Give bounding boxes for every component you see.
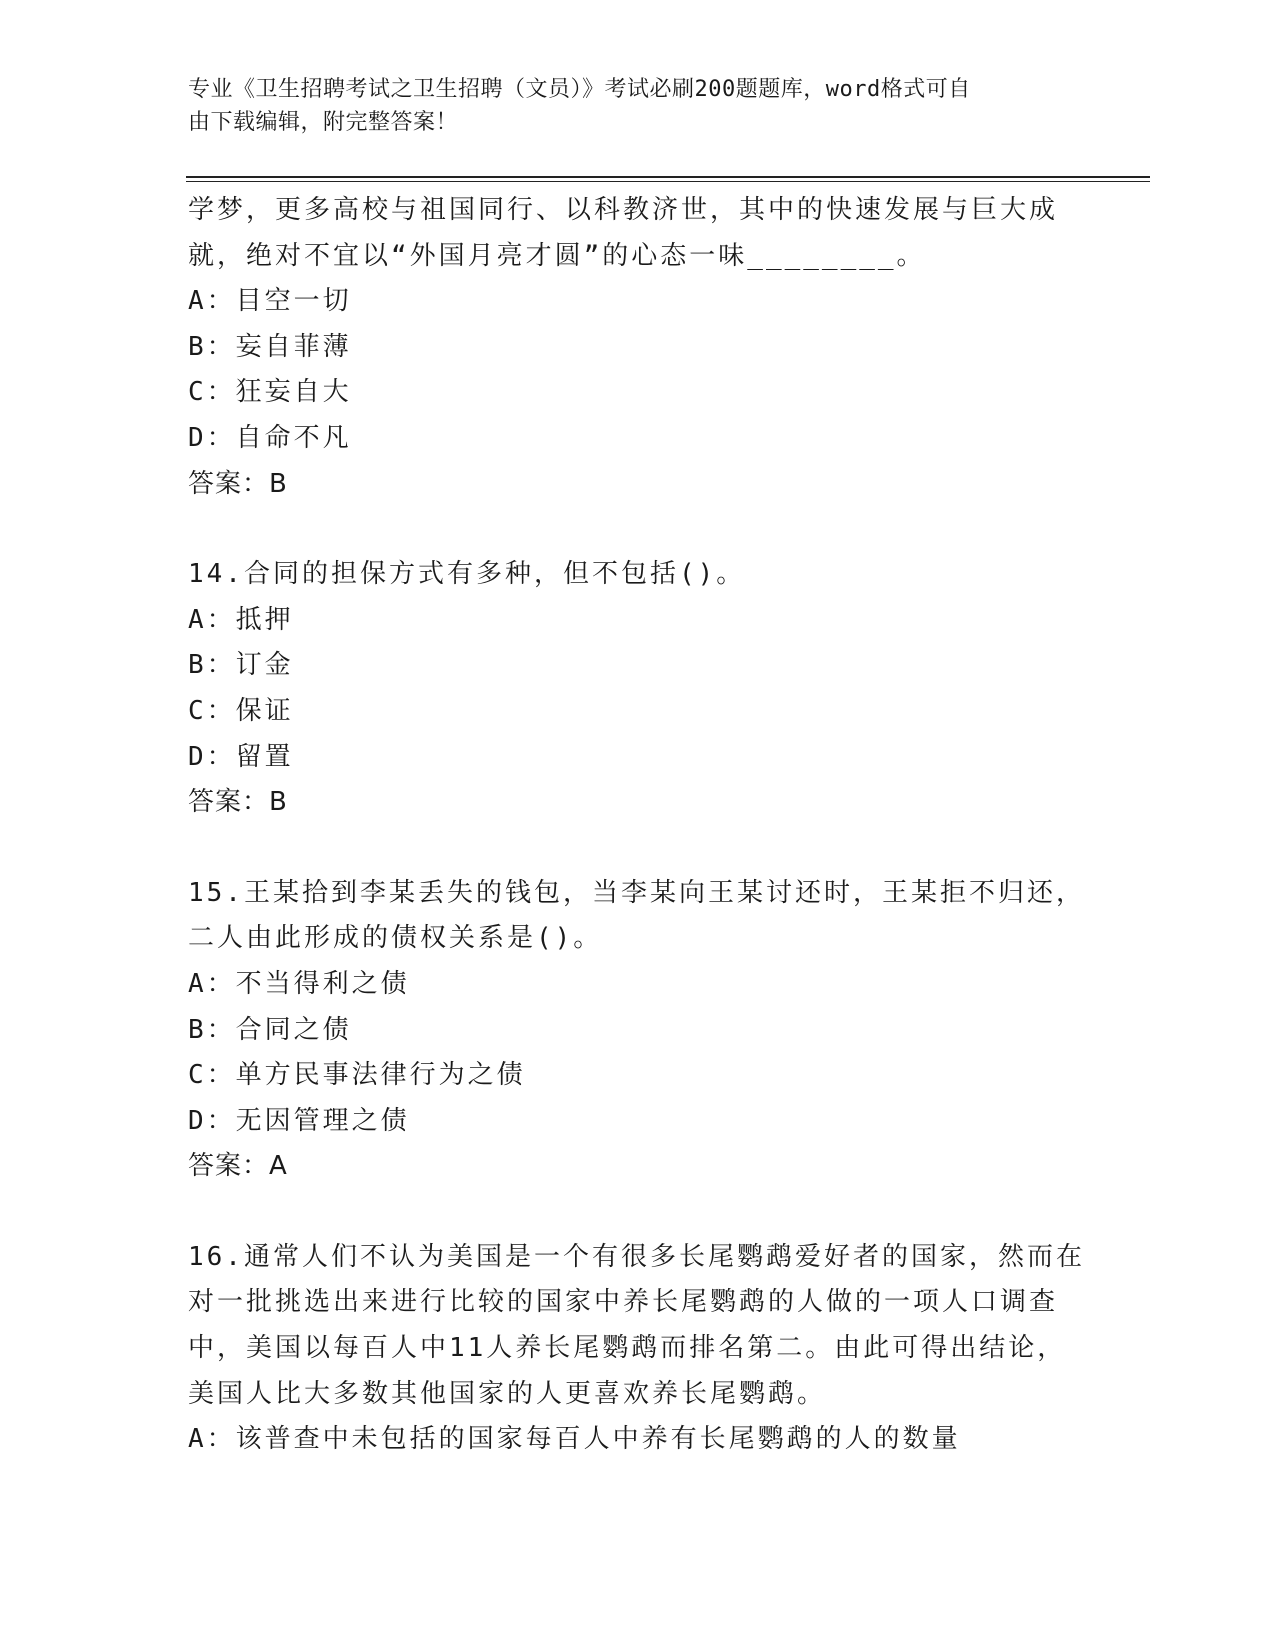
question-text: 美国人比大多数其他国家的人更喜欢养长尾鹦鹉。 — [188, 1378, 827, 1409]
question-text: 对一批挑选出来进行比较的国家中养长尾鹦鹉的人做的一项人口调查 — [188, 1287, 1059, 1318]
header-line-1: 专业《卫生招聘考试之卫生招聘（文员）》考试必刷200题题库，word格式可自 — [188, 77, 971, 102]
option-b: B：妄自菲薄 — [188, 331, 352, 362]
question-text: 14.合同的担保方式有多种，但不包括()。 — [188, 559, 746, 590]
option-b: B：订金 — [188, 650, 294, 681]
question-text: 学梦，更多高校与祖国同行、以科教济世，其中的快速发展与巨大成 — [188, 195, 1059, 225]
document-header — [188, 73, 1078, 139]
question-text: 二人由此形成的债权关系是()。 — [188, 923, 603, 954]
option-c: C：单方民事法律行为之债 — [188, 1060, 526, 1091]
header-rule-thick — [186, 176, 1150, 178]
question-text: 16.通常人们不认为美国是一个有很多长尾鹦鹉爱好者的国家，然而在 — [188, 1241, 1085, 1272]
question-text: 15.王某拾到李某丢失的钱包，当李某向王某讨还时，王某拒不归还， — [188, 877, 1085, 908]
option-d: D：自命不凡 — [188, 422, 352, 453]
answer: 答案：B — [188, 787, 288, 818]
option-a: A：该普查中未包括的国家每百人中养有长尾鹦鹉的人的数量 — [188, 1424, 961, 1455]
question-text: 中，美国以每百人中11人养长尾鹦鹉而排名第二。由此可得出结论， — [188, 1333, 1067, 1364]
option-c: C：狂妄自大 — [188, 377, 352, 408]
option-b: B：合同之债 — [188, 1014, 352, 1045]
question-text: 就，绝对不宜以“外国月亮才圆”的心态一味________。 — [188, 240, 926, 271]
answer: 答案：B — [188, 468, 288, 499]
option-a: A：不当得利之债 — [188, 968, 410, 999]
option-a: A：目空一切 — [188, 286, 352, 317]
question-16 — [188, 1235, 1088, 1463]
question-13 — [188, 188, 1088, 507]
option-d: D：留置 — [188, 741, 294, 772]
option-d: D：无因管理之债 — [188, 1105, 410, 1136]
answer: 答案：A — [188, 1151, 288, 1182]
header-line-2: 由下载编辑，附完整答案！ — [188, 110, 459, 135]
question-list — [188, 188, 1088, 1463]
option-c: C：保证 — [188, 695, 294, 726]
header-rule-thin — [186, 181, 1150, 182]
question-14 — [188, 552, 1088, 826]
option-a: A：抵押 — [188, 604, 294, 635]
question-15 — [188, 871, 1088, 1190]
